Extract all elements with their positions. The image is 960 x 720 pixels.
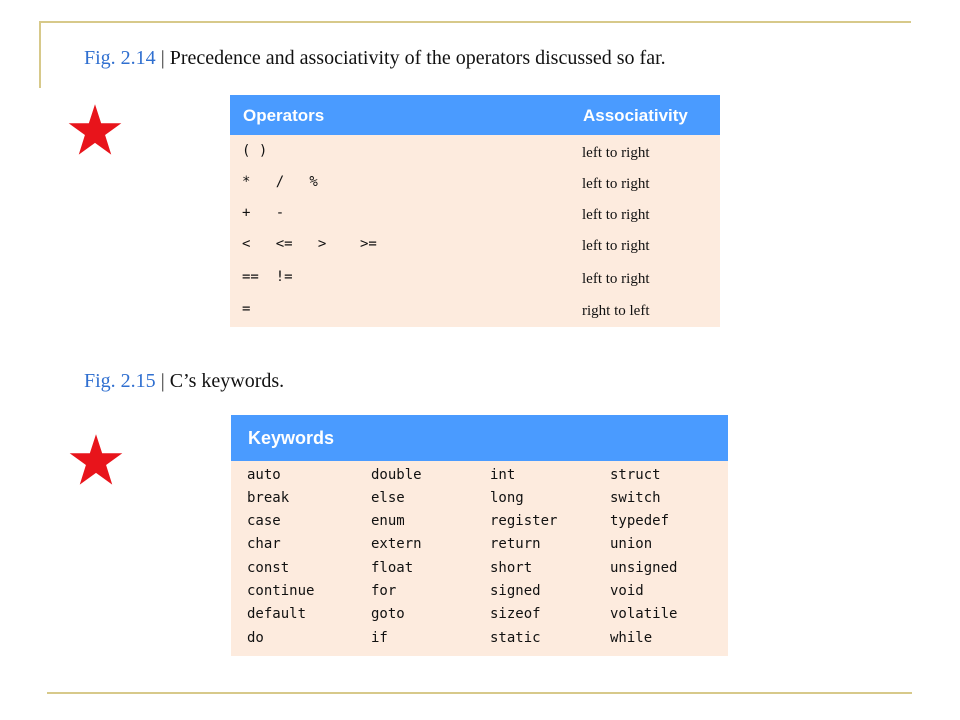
keyword-cell: volatile [610,606,678,622]
keyword-cell: static [490,630,541,646]
frame-left-line [39,21,41,88]
star-icon [67,102,123,158]
keyword-cell: do [247,630,264,646]
keyword-cell: auto [247,467,281,483]
figure-2-14-caption [84,47,666,70]
keyword-cell: char [247,536,281,552]
keyword-cell: typedef [610,513,670,529]
operators-cell: == != [242,269,293,285]
keyword-cell: continue [247,583,315,599]
caption-separator: | [160,370,165,392]
keyword-cell: struct [610,467,661,483]
star-icon [68,432,124,488]
keyword-cell: case [247,513,281,529]
keyword-cell: const [247,560,290,576]
associativity-cell: left to right [582,176,650,192]
keyword-cell: unsigned [610,560,678,576]
keyword-cell: return [490,536,541,552]
table-row [230,172,720,196]
keyword-cell: short [490,560,533,576]
table-row [230,267,720,291]
figure-number: Fig. 2.15 [84,370,156,392]
header-keywords: Keywords [248,428,335,448]
table-row [230,234,720,258]
keyword-cell: while [610,630,653,646]
keyword-cell: void [610,583,644,599]
operators-cell: < <= > >= [242,236,377,252]
keyword-cell: signed [490,583,541,599]
keyword-cell: break [247,490,290,506]
keyword-cell: switch [610,490,661,506]
frame-bottom-line [47,692,912,694]
keywords-table [231,415,728,656]
keyword-cell: enum [371,513,405,529]
operators-cell: * / % [242,174,318,190]
operators-cell: = [242,301,251,317]
keyword-cell: float [371,560,414,576]
keyword-cell: sizeof [490,606,541,622]
keyword-cell: int [490,467,516,483]
frame-top-line [39,21,911,23]
keyword-cell: union [610,536,653,552]
keyword-cell: default [247,606,307,622]
table-header [230,95,720,135]
associativity-cell: left to right [582,271,650,287]
operators-cell: ( ) [242,143,268,159]
operators-cell: + - [242,205,285,221]
associativity-cell: right to left [582,303,650,319]
header-operators: Operators [243,106,325,125]
caption-separator: | [160,47,165,69]
figure-2-15-caption [84,370,284,393]
keyword-cell: extern [371,536,422,552]
figure-number: Fig. 2.14 [84,47,156,69]
table-row [230,203,720,227]
header-associativity: Associativity [583,106,688,125]
associativity-cell: left to right [582,238,650,254]
precedence-table [230,95,720,327]
keyword-cell: else [371,490,405,506]
keyword-cell: if [371,630,388,646]
associativity-cell: left to right [582,207,650,223]
figure-title: Precedence and associativity of the operators discussed so far. [169,47,666,69]
keyword-cell: long [490,490,524,506]
keyword-cell: double [371,467,422,483]
figure-title: C’s keywords. [169,370,285,392]
associativity-cell: left to right [582,145,650,161]
keyword-cell: for [371,583,397,599]
table-row [230,299,720,323]
keyword-cell: goto [371,606,405,622]
table-header [231,415,728,461]
keyword-cell: register [490,513,558,529]
table-row [230,141,720,165]
